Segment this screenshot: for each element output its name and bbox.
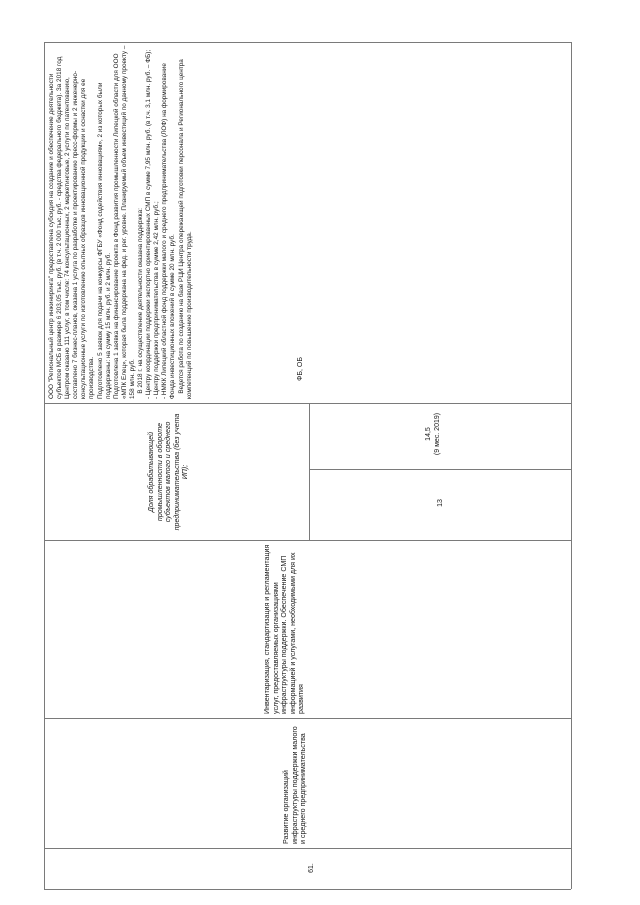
separator-indicator-activity xyxy=(44,540,571,541)
indicator-name: Доля обрабатывающей промышленности в обороте субъектов малого и среднего предпринимательства (без учета ИП); xyxy=(147,413,190,531)
result-paragraph: - Центру поддержки предпринимательства в сумме 2,42 млн. руб.; xyxy=(153,201,161,399)
activity-description: Инвентаризация, стандартизация и регламентация услуг, предоставляемых организациями инфраструктуры поддержки. Обеспечение СМП информацией и услугами, необходимыми для их развития xyxy=(263,544,306,714)
activity-name: Развитие организаций инфраструктуры поддержки малого и среднего предпринимательства xyxy=(282,726,308,844)
result-paragraph: Ведется работа по созданию на базе РЦИ Центра опережающей подготовки персонала и Регионального центра компетенций по повышению производительности труда. xyxy=(177,57,193,399)
result-paragraph: Подготовлено 5 заявок для подачи на конкурсы ФГБУ «Фонд содействия инновациям», 2 из которых были поддержаны: на сумму 15 млн. руб. и 2 млн. руб. xyxy=(96,80,112,399)
indicator-plan-value: 13 xyxy=(437,499,444,507)
result-paragraph: ООО "Региональный центр инжиниринга" предоставлена субсидия на создание и обеспечение деятельности субъектов МСБ в размере 6 203,05 тыс. руб. (в т.ч. 2 000 тыс. руб. - средства федерального бюджета). За 2018 год Центром оказано 111 услуг, в том числе: 74 консультационных, 2 маркетинговые, 2 услуги по патентованию, составлено 7 бизнес-планов, оказана 1 услуга по разработке и проектированию пресс-формы и 2 инженерно-консультационные услуги по изготовлению опытных образцов инновационной продукции и оснастки для ее производства. xyxy=(48,54,96,399)
result-paragraph: - Центру координации поддержки экспортно ориентированных СМП в сумме 7,95 млн. руб. (в т.ч. 3,1 млн. руб. – ФБ); xyxy=(145,49,153,399)
separator-result-indicator xyxy=(44,403,571,404)
result-paragraph: Подготовлена 1 заявка на финансирование проекта в Фонд развития промышленности Липецкой области для ООО «МПК Елец», которая была поддержана на фед. и рег. уровне. Планируемый объем инвестиций по данному проекту – 158 млн. руб. xyxy=(112,43,136,399)
separator-activity-name xyxy=(44,718,571,719)
table-border-bottom xyxy=(44,889,571,890)
indicator-fact-note: (9 мес. 2019) xyxy=(433,412,441,456)
indicator-fact-value xyxy=(425,403,447,465)
result-paragraph: - НМКК Липецкий областной фонд поддержки малого и среднего предпринимательства (ЛОФ) на формирование Фонда инвестиционных вложений в сумме 20 млн. руб. xyxy=(161,61,177,399)
table-border-left xyxy=(44,42,45,889)
funding-source: ФБ, ОБ xyxy=(297,357,304,381)
table-border-top xyxy=(44,42,571,43)
row-number: 61. xyxy=(308,863,315,873)
indicator-fact-number: 14,5 xyxy=(425,427,432,441)
separator-indicator-values xyxy=(309,403,310,540)
table-border-right xyxy=(571,42,572,889)
separator-name-number xyxy=(44,848,571,849)
result-paragraph: В 2018 г. на осуществление деятельности оказана поддержка: xyxy=(137,208,145,399)
result-description xyxy=(48,44,378,399)
